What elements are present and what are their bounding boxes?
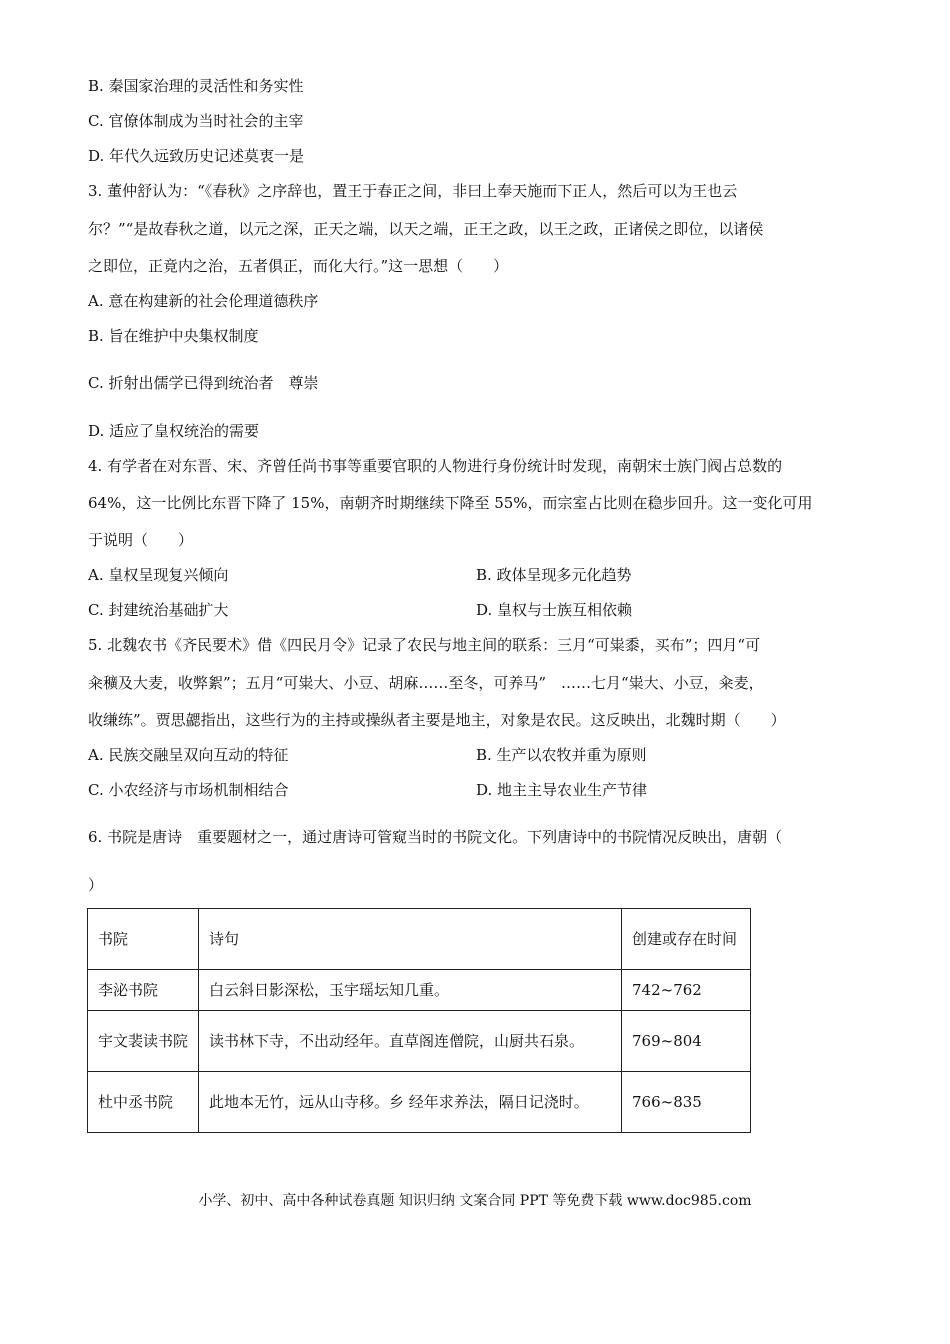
q4-option-a: A. 皇权呈现复兴倾向	[88, 566, 229, 584]
cell-verse: 此地本无竹，远从山寺移。乡 经年求养法，隔日记浇时。	[199, 1072, 622, 1133]
cell-academy: 宇文裴读书院	[88, 1011, 199, 1072]
q3-stem-line-3: 之即位，正竟内之治，五者俱正，而化大行。”这一思想（ ）	[88, 257, 509, 275]
q4-option-c: C. 封建统治基础扩大	[88, 601, 229, 619]
q4-option-d: D. 皇权与士族互相依赖	[476, 601, 633, 619]
cell-period: 766~835	[622, 1072, 751, 1133]
q5-option-d: D. 地主主导农业生产节律	[476, 781, 648, 799]
q4-stem-line-3: 于说明（ ）	[88, 531, 194, 549]
q2-option-c: C. 官僚体制成为当时社会的主宰	[88, 112, 304, 130]
q4-stem-line-1: 4. 有学者在对东晋、宋、齐曾任尚书事等重要官职的人物进行身份统计时发现，南朝宋士族门阀占总数的	[88, 457, 783, 475]
table-row	[88, 1072, 751, 1133]
q3-option-c: C. 折射出儒学已得到统治者 尊崇	[88, 374, 319, 392]
q5-option-b: B. 生产以农牧并重为原则	[476, 746, 647, 764]
q4-option-b: B. 政体呈现多元化趋势	[476, 566, 632, 584]
cell-verse: 读书林下寺，不出动经年。直草阁连僧院，山厨共石泉。	[199, 1011, 622, 1072]
cell-period: 769~804	[622, 1011, 751, 1072]
q6-stem-line-2: ）	[88, 876, 104, 894]
cell-period: 742~762	[622, 970, 751, 1011]
cell-academy: 杜中丞书院	[88, 1072, 199, 1133]
header-cell-period: 创建或存在时间	[622, 909, 751, 970]
q6-stem-line-1: 6. 书院是唐诗 重要题材之一，通过唐诗可管窥当时的书院文化。下列唐诗中的书院情况反映出，唐朝（	[88, 828, 783, 846]
q3-stem-line-2: 尔？”“是故春秋之道，以元之深，正天之端，以天之端，正王之政，以王之政，正诸侯之即位，以诸侯	[88, 220, 764, 238]
q5-stem-line-3: 收缣练”。贾思勰指出，这些行为的主持或操纵者主要是地主，对象是农民。这反映出，北魏时期（ ）	[88, 711, 786, 729]
cell-verse: 白云斜日影深松，玉宇瑶坛知几重。	[199, 970, 622, 1011]
header-cell-academy: 书院	[88, 909, 199, 970]
table-header-row	[88, 909, 751, 970]
q3-option-b: B. 旨在维护中央集权制度	[88, 327, 259, 345]
table-row	[88, 970, 751, 1011]
academy-poems-table	[87, 908, 751, 1133]
q2-option-b: B. 秦国家治理的灵活性和务实性	[88, 77, 304, 95]
q3-stem-line-1: 3. 董仲舒认为：“《春秋》之序辞也，置王于春正之间，非曰上奉天施而下正人，然后可以为王也云	[88, 182, 738, 200]
table-row	[88, 1011, 751, 1072]
q5-stem-line-2: 籴穬及大麦，收弊絮”；五月“可粜大、小豆、胡麻……至冬，可养马” ……七月“粜大、小豆，籴麦，	[88, 674, 764, 692]
header-cell-verse: 诗句	[199, 909, 622, 970]
q5-option-a: A. 民族交融呈双向互动的特征	[88, 746, 289, 764]
q2-option-d: D. 年代久远致历史记述莫衷一是	[88, 147, 305, 165]
q5-option-c: C. 小农经济与市场机制相结合	[88, 781, 289, 799]
q3-option-d: D. 适应了皇权统治的需要	[88, 422, 260, 440]
cell-academy: 李泌书院	[88, 970, 199, 1011]
q3-option-a: A. 意在构建新的社会伦理道德秩序	[88, 292, 319, 310]
page-footer: 小学、初中、高中各种试卷真题 知识归纳 文案合同 PPT 等免费下载 www.doc985.com	[198, 1193, 752, 1209]
q5-stem-line-1: 5. 北魏农书《齐民要术》借《四民月令》记录了农民与地主间的联系：三月“可粜黍，买布”；四月“可	[88, 636, 761, 654]
q4-stem-line-2: 64%，这一比例比东晋下降了 15%，南朝齐时期继续下降至 55%，而宗室占比则在稳步回升。这一变化可用	[88, 494, 813, 512]
